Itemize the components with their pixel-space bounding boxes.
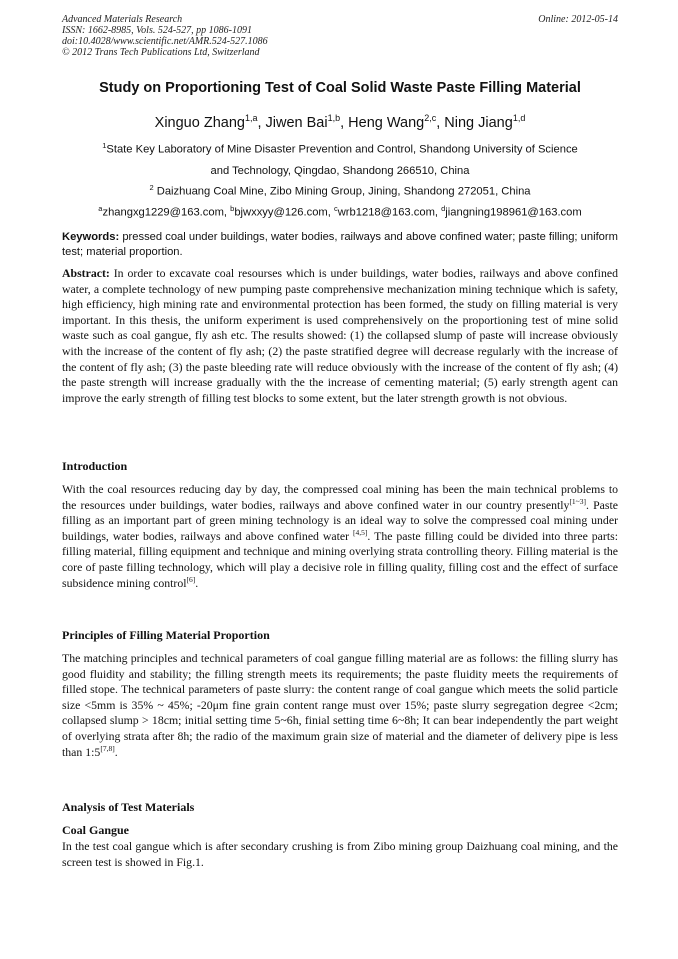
author-list: Xinguo Zhang$^{1,a}$, Jiwen Bai$^{1,b}$, Heng Wang$^{2,c}$, Ning Jiang$^{1,d}$ <box>154 113 526 131</box>
affiliation-1 <box>62 135 618 182</box>
keywords-label: Keywords: <box>62 231 120 243</box>
principles-paragraph <box>62 651 618 760</box>
introduction-text: With the coal resources reducing day by day, the compressed coal mining has been the main technical problems to the resources under buildings, water bodies, railways and above confined water in our country presently <box>62 482 618 512</box>
affiliation-1-line-2: and Technology, Qingdao, Shandong 266510, China <box>210 164 470 177</box>
keywords <box>62 230 618 260</box>
email-sup: c <box>333 204 338 213</box>
doi-line: doi:10.4028/www.scientific.net/AMR.524-527.1086 <box>62 36 268 47</box>
copyright-line: © 2012 Trans Tech Publications Ltd, Switzerland <box>62 47 260 58</box>
less-than-symbol: < <box>587 697 595 712</box>
paper-title: Study on Proportioning Test of Coal Solid Waste Paste Filling Material <box>99 80 581 96</box>
email-sup: d <box>441 204 446 213</box>
affiliation-1-line-1: State Key Laboratory of Mine Disaster Prevention and Control, Shandong University of Science <box>106 143 578 156</box>
journal-name: Advanced Materials Research <box>62 14 183 25</box>
abstract-label: Abstract: <box>62 266 110 280</box>
abstract <box>62 266 618 406</box>
introduction-paragraph <box>62 482 618 591</box>
affiliation-sup: 2 <box>149 183 154 192</box>
coal-gangue-paragraph: In the test coal gangue which is after secondary crushing is from Zibo mining group Daizhuang coal mining, and the screen test is showed in Fig.1. <box>62 839 618 869</box>
introduction-heading: Introduction <box>62 459 128 473</box>
citation: [1~3] <box>569 496 586 506</box>
citation: [6] <box>186 574 196 584</box>
author-affiliation-sup: 1,a <box>244 113 258 123</box>
keywords-text: pressed coal under buildings, water bodies, railways and above confined water; paste filling; uniform test; material proportion. <box>62 231 618 258</box>
coal-gangue-heading: Coal Gangue <box>62 823 130 837</box>
email-sup: b <box>230 204 235 213</box>
author-name: Jiwen Bai <box>265 114 328 131</box>
author-name: Heng Wang <box>348 114 425 131</box>
email-address: wrb1218@163.com, <box>337 206 439 219</box>
introduction-text: . <box>195 575 199 590</box>
introduction-text: . The paste filling could be divided into three parts: filling material, filling equipment and technique and mining overlying strata controlling theory. Filling material is the core of paste filling technology, which will play a decisive role in filling quality, filling cost and the effect of surface subsidence mining control <box>62 528 618 590</box>
abstract-text: In order to excavate coal resourses which is under buildings, water bodies, railways and above confined water, a complete technology of new pumping paste comprehensive mechanization mining technique which is safety, high efficiency, high mining rate and environmental protection has been formed, the study on filling material is very important. In this thesis, the uniform experiment is used comprehensively on the proportioning test of mine solid waste such as coal gangue, fly ash etc. The results showed: (1) the collapsed slump of paste will increase obviously with the increase of the content of fly ash; (2) the paste stratified degree will decrease regularly with the increase of the content of fly ash; (3) the paste bleeding rate will reduce obviously with the increase of the content of fly ash; (4) the paste strength will increase gradually with the the increase of cementing material; (5) early strength agent can improve the early strength of filling test blocks to some extent, but the later strength growth is not obvious. <box>62 266 618 405</box>
citation: [4,5] <box>353 527 368 537</box>
principles-text: The matching principles and technical parameters of coal gangue filling material are as follows: the filling slurry has good fluidity and stability; the filling strength meets its requirements; the paste fluidity meets the requirements of filled stope. The technical parameters of paste slurry: the content range of coal gangue which meets the solid particle size <5mm is 35% ~ 45%; -20μm fine grain content range must over 15%; paste slurry segregation degree <box>62 651 618 712</box>
email-address: jiangning198961@163.com <box>445 206 582 219</box>
principles-heading: Principles of Filling Material Proportion <box>62 628 270 642</box>
author-name: Ning Jiang <box>444 114 513 131</box>
journal-header <box>62 14 618 58</box>
analysis-heading: Analysis of Test Materials <box>62 800 195 814</box>
introduction-text: . Paste filling as an important part of green mining technology is an ideal way to solve the compressed coal mining under buildings, water bodies, railways and above confined water <box>62 497 618 543</box>
principles-text: 2cm; collapsed slump > 18cm; initial setting time 5~6h, finial setting time 6~8h; It can bear independently the part weight of overlying strata after 8h; the radio of the maximum grain size of material and the diameter of delivery pipe is less than 1:5 <box>62 697 618 759</box>
affiliation-2-text: Daizhuang Coal Mine, Zibo Mining Group, Jining, Shandong 272051, China <box>156 185 531 198</box>
email-address: bjwxxyy@126.com, <box>234 206 331 219</box>
affiliation-sup: 1 <box>102 141 107 150</box>
principles-text: . <box>114 744 118 759</box>
author-affiliation-sup: 2,c <box>424 113 437 123</box>
online-date: Online: 2012-05-14 <box>538 14 618 25</box>
email-line <box>62 198 618 224</box>
author-name: Xinguo Zhang <box>154 114 245 131</box>
citation: [7,8] <box>100 743 115 753</box>
author-affiliation-sup: 1,d <box>512 113 526 123</box>
author-affiliation-sup: 1,b <box>327 113 341 123</box>
email-address: zhangxg1229@163.com, <box>102 206 228 219</box>
email-sup: a <box>98 204 103 213</box>
issn-line: ISSN: 1662-8985, Vols. 524-527, pp 1086-1091 <box>62 25 252 36</box>
